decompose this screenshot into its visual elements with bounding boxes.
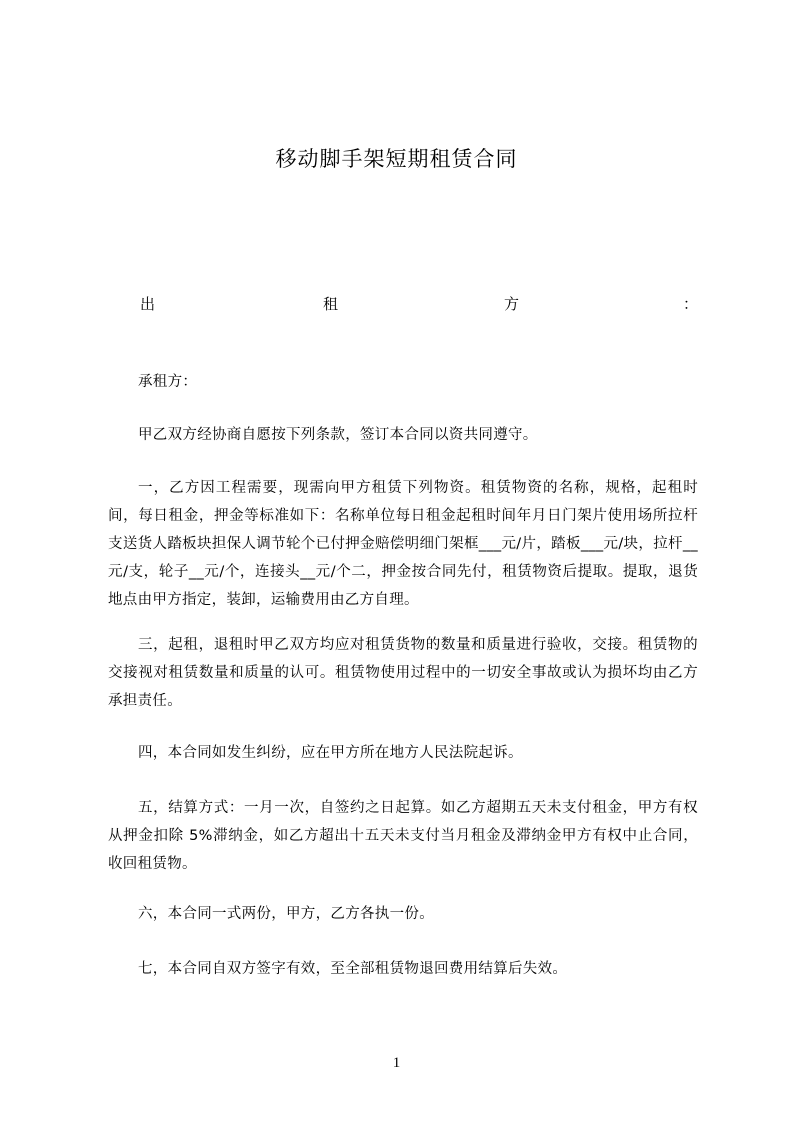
page-number: 1 <box>392 1055 401 1071</box>
clause-5: 五，结算方式：一月一次，自签约之日起算。如乙方超期五天未支付租金，甲方有权从押金扣除 5%滞纳金，如乙方超出十五天未支付当月租金及滞纳金甲方有权中止合同，收回租赁物。 <box>108 800 698 872</box>
lessor-field <box>140 293 699 313</box>
lessee-field: 承租方： <box>138 374 198 390</box>
clause-1-2: 一，乙方因工程需要，现需向甲方租赁下列物资。租赁物资的名称，规格，起租时间，每日租金，押金等标准如下：名称单位每日租金起租时间年月日门架片使用场所拉杆支送货人踏板块担保人调节轮个已付押金赔偿明细门架框___元/片，踏板___元/块，拉杆__元/支，轮子__元/个，连接头__元/个二，押金按合同先付，租赁物资后提取。提取，退货地点由甲方指定，装卸，运输费用由乙方自理。 <box>108 480 698 608</box>
lessor-label-colon: ： <box>683 295 699 313</box>
clause-3: 三，起租，退租时甲乙双方均应对租赁货物的数量和质量进行验收，交接。租赁物的交接视对租赁数量和质量的认可。租赁物使用过程中的一切安全事故或认为损坏均由乙方承担责任。 <box>108 637 698 709</box>
lessor-label-char: 方 <box>504 295 520 313</box>
document-title: 移动脚手架短期租赁合同 <box>275 147 518 171</box>
lessor-label-char: 出 <box>140 295 156 313</box>
clause-6: 六，本合同一式两份，甲方，乙方各执一份。 <box>138 906 434 922</box>
clause-4: 四，本合同如发生纠纷，应在甲方所在地方人民法院起诉。 <box>138 745 523 761</box>
clause-7: 七，本合同自双方签字有效，至全部租赁物退回费用结算后失效。 <box>138 961 568 977</box>
paragraph-intro: 甲乙双方经协商自愿按下列条款，签订本合同以资共同遵守。 <box>138 427 538 443</box>
lessor-label-char: 租 <box>323 295 339 313</box>
